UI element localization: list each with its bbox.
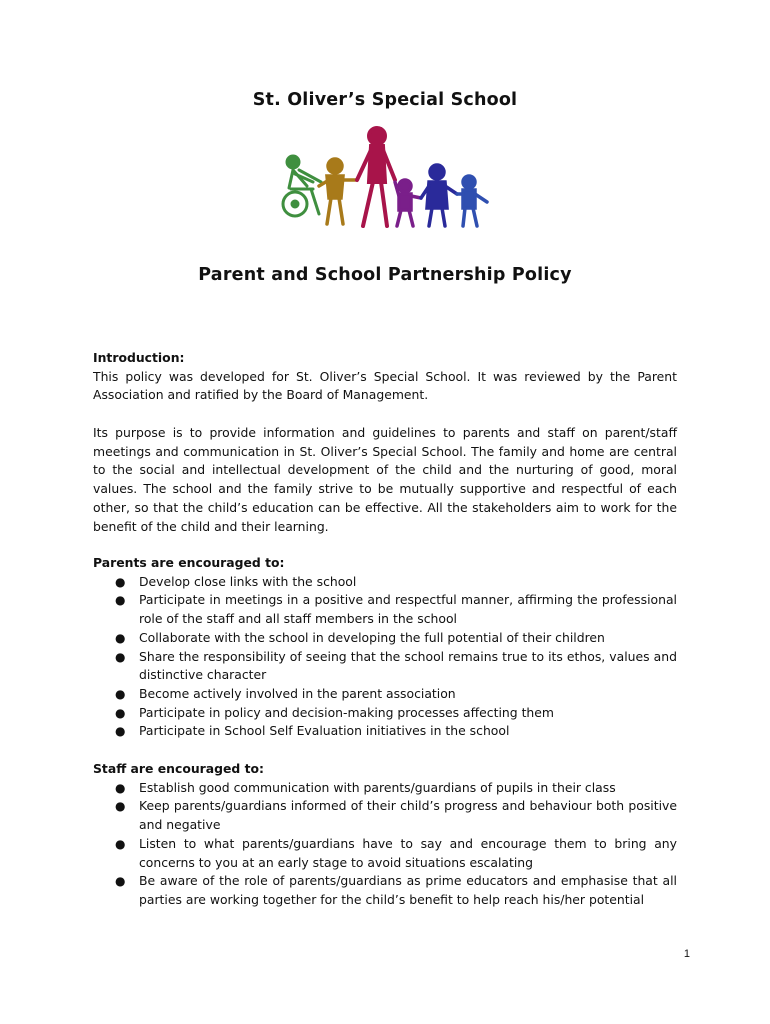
introduction-section xyxy=(93,349,677,405)
wheelchair-child-figure xyxy=(283,156,321,216)
school-name: St. Oliver’s Special School xyxy=(252,90,518,110)
bullet-icon: ● xyxy=(115,705,126,720)
list-item: ● Participate in policy and decision-making processes affecting them xyxy=(93,704,677,723)
list-item: ● Share the responsibility of seeing that the school remains true to its ethos, values and distinctive character xyxy=(115,648,677,683)
list-item: ● Develop close links with the school xyxy=(93,573,677,592)
introduction-heading: Introduction: xyxy=(93,350,185,365)
bullet-icon: ● xyxy=(115,649,126,664)
list-item: ● Participate in School Self Evaluation initiatives in the school xyxy=(93,722,677,741)
bullet-icon: ● xyxy=(115,780,126,795)
bullet-icon: ● xyxy=(115,686,126,701)
purpose-paragraph: Its purpose is to provide information and guidelines to parents and staff on parent/staff meetings and communication in St. Oliver’s Special School. The family and home are central to the social and intellectual development of the child and the nurturing of good, moral values. The school and the family strive to be mutually supportive and respectful of each other, so that the child’s education can be effective. All the stakeholders aim to work for the benefit of the child and their learning. xyxy=(93,425,677,534)
staff-section xyxy=(93,760,677,910)
introduction-paragraph: This policy was developed for St. Oliver’s Special School. It was reviewed by the Parent Association and ratified by the Board of Management. xyxy=(93,368,677,403)
list-item: ● Keep parents/guardians informed of their child’s progress and behaviour both positive and negative xyxy=(115,798,677,833)
bullet-icon: ● xyxy=(115,574,126,589)
list-item: ● Establish good communication with parents/guardians of pupils in their class xyxy=(93,779,677,798)
child-figure-navy xyxy=(421,165,457,226)
child-figure-blue xyxy=(457,176,487,226)
parents-heading: Parents are encouraged to: xyxy=(93,555,285,570)
bullet-icon: ● xyxy=(115,836,126,851)
list-item: ● Listen to what parents/guardians have to say and encourage them to bring any concerns to you at an early stage to avoid situations escalating xyxy=(115,835,677,870)
policy-title: Parent and School Partnership Policy xyxy=(198,265,572,285)
list-item: ● Become actively involved in the parent association xyxy=(93,685,677,704)
bullet-icon: ● xyxy=(115,593,126,608)
list-item: ● Be aware of the role of parents/guardians as prime educators and emphasise that all parties are working together for the child’s benefit to help reach his/her potential xyxy=(115,873,677,907)
children-holding-hands-icon xyxy=(277,124,493,234)
list-item: ● Participate in meetings in a positive and respectful manner, affirming the professional role of the staff and all staff members in the school xyxy=(115,592,677,627)
child-figure-ochre xyxy=(319,159,357,224)
list-item: ● Collaborate with the school in developing the full potential of their children xyxy=(93,629,677,648)
page-number: 1 xyxy=(683,948,690,960)
purpose-section xyxy=(93,424,677,536)
bullet-icon: ● xyxy=(115,630,126,645)
parents-section xyxy=(93,554,677,741)
bullet-icon: ● xyxy=(115,874,126,889)
staff-list xyxy=(93,779,677,910)
child-figure-purple xyxy=(395,180,421,226)
bullet-icon: ● xyxy=(115,724,126,739)
staff-heading: Staff are encouraged to: xyxy=(93,761,264,776)
parents-list xyxy=(93,573,677,741)
bullet-icon: ● xyxy=(115,799,126,814)
adult-figure-crimson xyxy=(357,128,395,226)
